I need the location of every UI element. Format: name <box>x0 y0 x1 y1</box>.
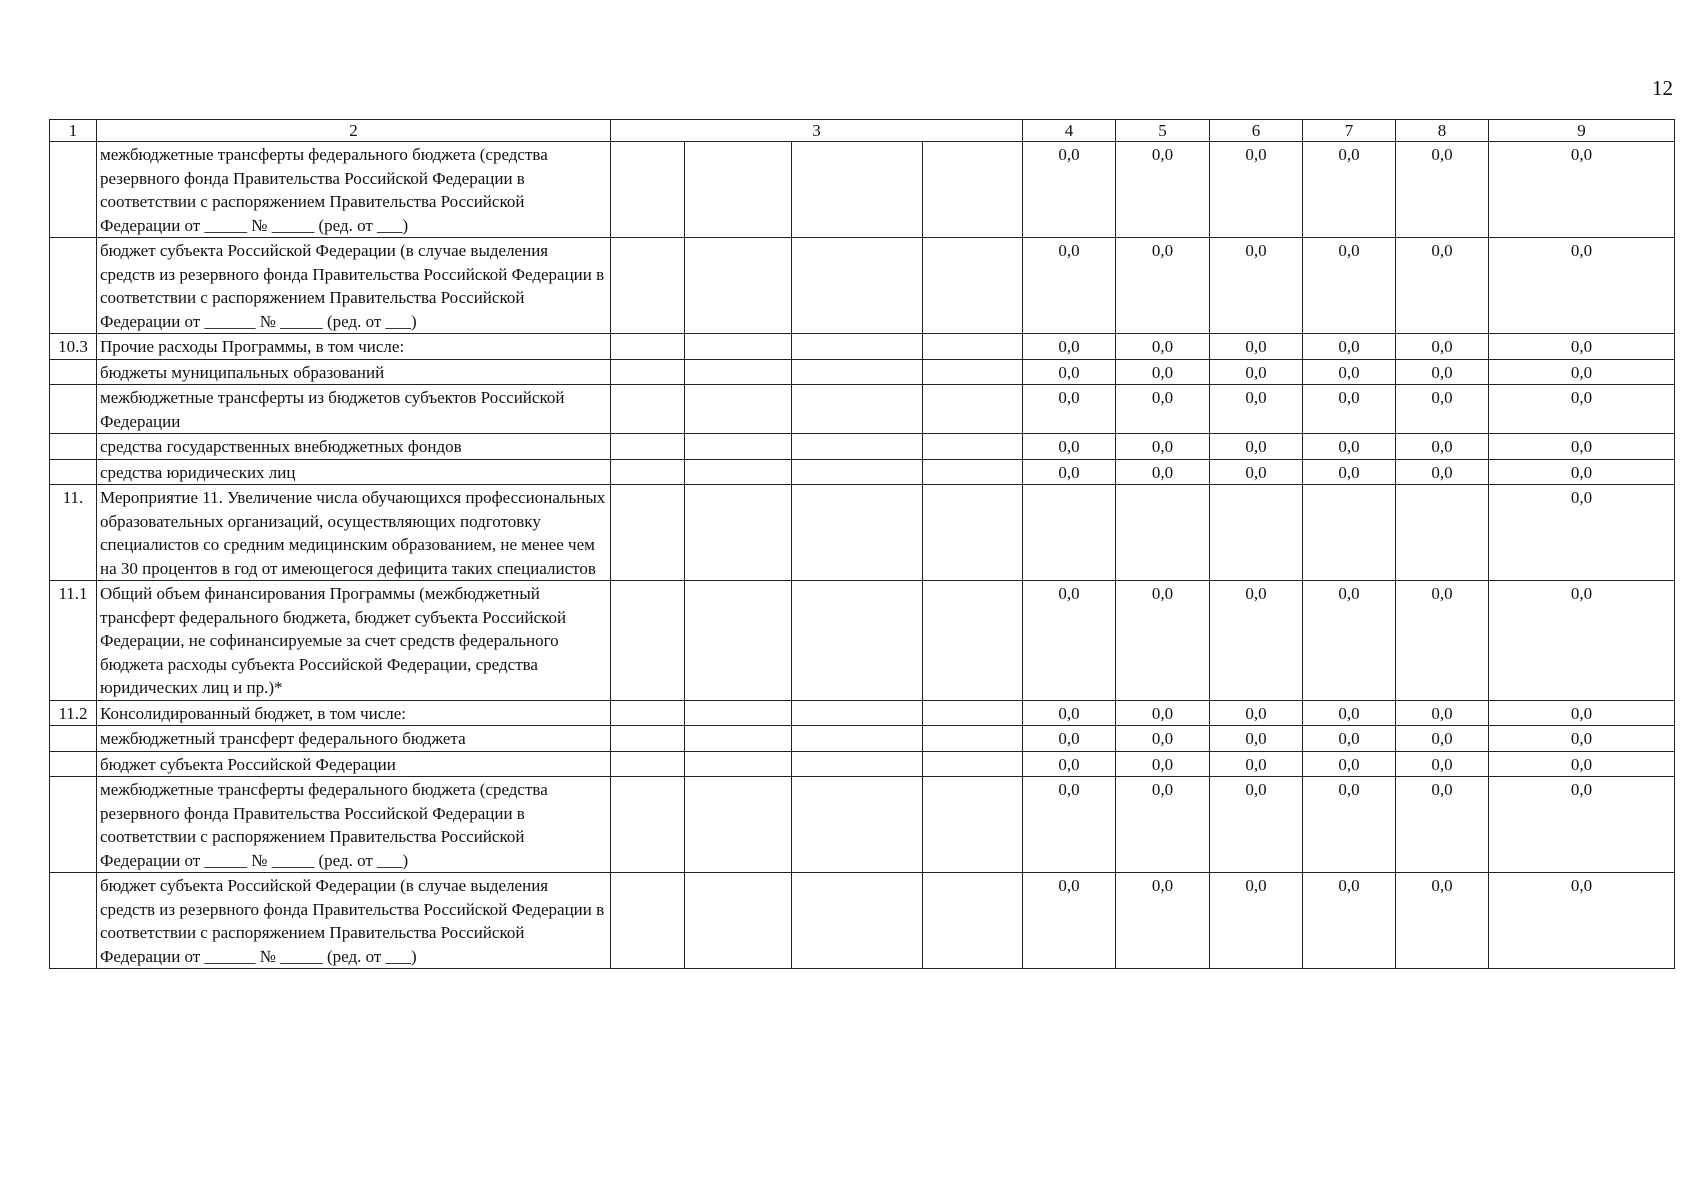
row-number-cell <box>50 142 97 238</box>
row-description-cell: бюджет субъекта Российской Федерации (в случае выделения средств из резервного фонда Правительства Российской Федерации в соответствии с распоряжением Правительства Российской Федерации от ______ № _____ (ред. от ___) <box>97 238 611 334</box>
table-row <box>50 334 1675 360</box>
row-number-cell: 11. <box>50 485 97 581</box>
empty-cell <box>792 459 923 485</box>
value-cell: 0,0 <box>1210 385 1303 434</box>
empty-cell <box>611 385 685 434</box>
value-cell: 0,0 <box>1116 459 1210 485</box>
row-number-cell: 11.1 <box>50 581 97 701</box>
empty-cell <box>923 581 1023 701</box>
value-cell: 0,0 <box>1116 726 1210 752</box>
header-cell: 9 <box>1489 120 1675 142</box>
value-cell: 0,0 <box>1023 700 1116 726</box>
value-cell: 0,0 <box>1023 142 1116 238</box>
header-cell: 5 <box>1116 120 1210 142</box>
table-row <box>50 385 1675 434</box>
empty-cell <box>792 581 923 701</box>
value-cell: 0,0 <box>1210 334 1303 360</box>
value-cell: 0,0 <box>1303 238 1396 334</box>
empty-cell <box>923 434 1023 460</box>
table-row <box>50 726 1675 752</box>
row-description-cell: средства юридических лиц <box>97 459 611 485</box>
header-row <box>50 120 1675 142</box>
value-cell: 0,0 <box>1116 751 1210 777</box>
value-cell: 0,0 <box>1116 385 1210 434</box>
value-cell: 0,0 <box>1396 434 1489 460</box>
empty-cell <box>792 334 923 360</box>
empty-cell <box>611 359 685 385</box>
empty-cell <box>792 359 923 385</box>
value-cell: 0,0 <box>1023 777 1116 873</box>
value-cell: 0,0 <box>1210 700 1303 726</box>
row-number-cell <box>50 873 97 969</box>
row-number-cell <box>50 385 97 434</box>
empty-cell <box>685 751 792 777</box>
value-cell: 0,0 <box>1489 777 1675 873</box>
value-cell: 0,0 <box>1396 359 1489 385</box>
value-cell: 0,0 <box>1210 873 1303 969</box>
empty-cell <box>923 142 1023 238</box>
table-row <box>50 485 1675 581</box>
value-cell: 0,0 <box>1489 334 1675 360</box>
value-cell: 0,0 <box>1116 359 1210 385</box>
empty-cell <box>611 434 685 460</box>
value-cell: 0,0 <box>1303 751 1396 777</box>
value-cell <box>1116 485 1210 581</box>
value-cell: 0,0 <box>1489 238 1675 334</box>
empty-cell <box>923 459 1023 485</box>
value-cell: 0,0 <box>1116 142 1210 238</box>
header-cell: 8 <box>1396 120 1489 142</box>
row-description-cell: межбюджетные трансферты федерального бюджета (средства резервного фонда Правительства Российской Федерации в соответствии с распоряжением Правительства Российской Федерации от _____ № _____ (ред. от ___) <box>97 777 611 873</box>
row-description-cell: межбюджетные трансферты федерального бюджета (средства резервного фонда Правительства Российской Федерации в соответствии с распоряжением Правительства Российской Федерации от _____ № _____ (ред. от ___) <box>97 142 611 238</box>
empty-cell <box>685 142 792 238</box>
value-cell: 0,0 <box>1116 334 1210 360</box>
value-cell: 0,0 <box>1116 581 1210 701</box>
header-cell: 1 <box>50 120 97 142</box>
value-cell: 0,0 <box>1116 700 1210 726</box>
value-cell: 0,0 <box>1303 142 1396 238</box>
empty-cell <box>685 700 792 726</box>
empty-cell <box>792 238 923 334</box>
empty-cell <box>792 726 923 752</box>
value-cell: 0,0 <box>1396 751 1489 777</box>
value-cell: 0,0 <box>1489 726 1675 752</box>
empty-cell <box>792 751 923 777</box>
value-cell: 0,0 <box>1116 777 1210 873</box>
empty-cell <box>923 334 1023 360</box>
value-cell: 0,0 <box>1116 238 1210 334</box>
value-cell: 0,0 <box>1396 873 1489 969</box>
value-cell: 0,0 <box>1396 700 1489 726</box>
empty-cell <box>685 459 792 485</box>
value-cell: 0,0 <box>1303 777 1396 873</box>
value-cell: 0,0 <box>1489 434 1675 460</box>
empty-cell <box>923 359 1023 385</box>
value-cell: 0,0 <box>1489 700 1675 726</box>
value-cell: 0,0 <box>1023 359 1116 385</box>
empty-cell <box>611 726 685 752</box>
value-cell: 0,0 <box>1396 142 1489 238</box>
table-row <box>50 777 1675 873</box>
row-description-cell: бюджет субъекта Российской Федерации (в случае выделения средств из резервного фонда Правительства Российской Федерации в соответствии с распоряжением Правительства Российской Федерации от ______ № _____ (ред. от ___) <box>97 873 611 969</box>
row-number-cell: 11.2 <box>50 700 97 726</box>
row-description-cell: Консолидированный бюджет, в том числе: <box>97 700 611 726</box>
table-row <box>50 700 1675 726</box>
value-cell: 0,0 <box>1023 238 1116 334</box>
row-number-cell <box>50 751 97 777</box>
value-cell: 0,0 <box>1210 142 1303 238</box>
row-number-cell <box>50 777 97 873</box>
value-cell: 0,0 <box>1210 751 1303 777</box>
value-cell: 0,0 <box>1303 434 1396 460</box>
table-body <box>50 120 1675 969</box>
value-cell: 0,0 <box>1116 873 1210 969</box>
empty-cell <box>611 581 685 701</box>
value-cell: 0,0 <box>1489 485 1675 581</box>
header-cell: 6 <box>1210 120 1303 142</box>
value-cell: 0,0 <box>1489 751 1675 777</box>
value-cell: 0,0 <box>1303 459 1396 485</box>
empty-cell <box>685 873 792 969</box>
header-cell: 3 <box>611 120 1023 142</box>
row-description-cell: бюджеты муниципальных образований <box>97 359 611 385</box>
empty-cell <box>792 873 923 969</box>
value-cell: 0,0 <box>1396 726 1489 752</box>
value-cell: 0,0 <box>1023 581 1116 701</box>
table-row <box>50 459 1675 485</box>
value-cell: 0,0 <box>1023 385 1116 434</box>
financing-table <box>49 119 1675 969</box>
empty-cell <box>923 700 1023 726</box>
empty-cell <box>923 238 1023 334</box>
value-cell: 0,0 <box>1210 359 1303 385</box>
table-row <box>50 581 1675 701</box>
empty-cell <box>611 142 685 238</box>
empty-cell <box>611 485 685 581</box>
value-cell: 0,0 <box>1396 581 1489 701</box>
empty-cell <box>685 434 792 460</box>
row-description-cell: бюджет субъекта Российской Федерации <box>97 751 611 777</box>
value-cell: 0,0 <box>1303 581 1396 701</box>
value-cell: 0,0 <box>1023 434 1116 460</box>
value-cell: 0,0 <box>1489 385 1675 434</box>
row-number-cell <box>50 726 97 752</box>
empty-cell <box>685 334 792 360</box>
value-cell: 0,0 <box>1489 581 1675 701</box>
empty-cell <box>685 726 792 752</box>
value-cell: 0,0 <box>1303 359 1396 385</box>
empty-cell <box>923 873 1023 969</box>
value-cell: 0,0 <box>1303 873 1396 969</box>
value-cell <box>1303 485 1396 581</box>
empty-cell <box>923 726 1023 752</box>
empty-cell <box>792 777 923 873</box>
empty-cell <box>611 751 685 777</box>
empty-cell <box>792 700 923 726</box>
value-cell <box>1023 485 1116 581</box>
empty-cell <box>611 700 685 726</box>
value-cell: 0,0 <box>1396 459 1489 485</box>
empty-cell <box>792 485 923 581</box>
empty-cell <box>792 385 923 434</box>
row-description-cell: Общий объем финансирования Программы (межбюджетный трансферт федерального бюджета, бюджет субъекта Российской Федерации, не софинансируемые за счет средств федерального бюджета расходы субъекта Российской Федерации, средства юридических лиц и пр.)* <box>97 581 611 701</box>
empty-cell <box>685 238 792 334</box>
value-cell: 0,0 <box>1303 385 1396 434</box>
header-cell: 7 <box>1303 120 1396 142</box>
value-cell: 0,0 <box>1489 873 1675 969</box>
empty-cell <box>685 359 792 385</box>
empty-cell <box>685 385 792 434</box>
value-cell: 0,0 <box>1210 459 1303 485</box>
value-cell: 0,0 <box>1396 334 1489 360</box>
row-description-cell: средства государственных внебюджетных фондов <box>97 434 611 460</box>
value-cell: 0,0 <box>1210 581 1303 701</box>
value-cell: 0,0 <box>1116 434 1210 460</box>
value-cell: 0,0 <box>1489 459 1675 485</box>
page-number: 12 <box>1652 76 1673 100</box>
value-cell <box>1396 485 1489 581</box>
empty-cell <box>792 434 923 460</box>
value-cell: 0,0 <box>1303 334 1396 360</box>
empty-cell <box>792 142 923 238</box>
row-number-cell <box>50 459 97 485</box>
value-cell: 0,0 <box>1303 700 1396 726</box>
empty-cell <box>923 777 1023 873</box>
row-description-cell: межбюджетные трансферты из бюджетов субъектов Российской Федерации <box>97 385 611 434</box>
empty-cell <box>611 459 685 485</box>
table-row <box>50 359 1675 385</box>
value-cell: 0,0 <box>1023 459 1116 485</box>
row-number-cell <box>50 434 97 460</box>
value-cell: 0,0 <box>1396 385 1489 434</box>
empty-cell <box>611 777 685 873</box>
empty-cell <box>611 238 685 334</box>
value-cell: 0,0 <box>1210 777 1303 873</box>
empty-cell <box>611 873 685 969</box>
empty-cell <box>923 485 1023 581</box>
value-cell: 0,0 <box>1023 751 1116 777</box>
value-cell: 0,0 <box>1396 777 1489 873</box>
value-cell: 0,0 <box>1489 359 1675 385</box>
empty-cell <box>685 485 792 581</box>
row-description-cell: Прочие расходы Программы, в том числе: <box>97 334 611 360</box>
row-number-cell: 10.3 <box>50 334 97 360</box>
value-cell <box>1210 485 1303 581</box>
table-row <box>50 751 1675 777</box>
table-row <box>50 434 1675 460</box>
value-cell: 0,0 <box>1303 726 1396 752</box>
table-row <box>50 873 1675 969</box>
empty-cell <box>685 581 792 701</box>
row-description-cell: межбюджетный трансферт федерального бюджета <box>97 726 611 752</box>
header-cell: 2 <box>97 120 611 142</box>
empty-cell <box>611 334 685 360</box>
empty-cell <box>923 385 1023 434</box>
row-number-cell <box>50 359 97 385</box>
empty-cell <box>923 751 1023 777</box>
value-cell: 0,0 <box>1210 726 1303 752</box>
value-cell: 0,0 <box>1210 434 1303 460</box>
value-cell: 0,0 <box>1489 142 1675 238</box>
value-cell: 0,0 <box>1023 726 1116 752</box>
value-cell: 0,0 <box>1396 238 1489 334</box>
table-row <box>50 142 1675 238</box>
empty-cell <box>685 777 792 873</box>
table-row <box>50 238 1675 334</box>
value-cell: 0,0 <box>1210 238 1303 334</box>
value-cell: 0,0 <box>1023 334 1116 360</box>
row-number-cell <box>50 238 97 334</box>
row-description-cell: Мероприятие 11. Увеличение числа обучающихся профессиональных образовательных организаций, осуществляющих подготовку специалистов со средним медицинским образованием, не менее чем на 30 процентов в год от имеющегося дефицита таких специалистов <box>97 485 611 581</box>
value-cell: 0,0 <box>1023 873 1116 969</box>
header-cell: 4 <box>1023 120 1116 142</box>
